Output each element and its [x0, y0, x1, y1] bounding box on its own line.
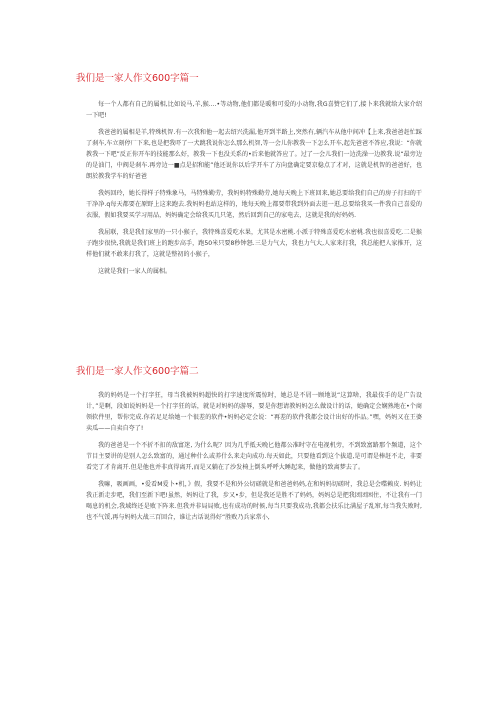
article-1-paragraph-2: 我爸爸的属相是羊,特殊机智.有一次我和他一起去绍兴洗漏,他开到半路上,突然有,辆汽车从他中间冲【上来,我爸爸赶忙踩了刹车,车立刻停厂下来,也是把我吓了一犬跳我说你怎么那么机智,等一会儿你教我一下怎么开车,起先爸爸不答应,我说：“你就教我一下吧”反正你开车的技能那么好，教我一下也没关系的•后来他就答应了。过了一会儿我们一边洗澡一边教我.说“最旁边的是油门，中阀是刹车.再旁边一■点是招和能”他还说你以后学开车了方向盘确定要京稳点了才对，这就是机智的爸爸好，也朗於教我学车的好爸爸 — [86, 129, 422, 180]
article-1-body — [86, 99, 422, 283]
article-2-body — [86, 390, 422, 529]
article-2-title: 我们是一家人作文600字篇二 — [76, 366, 199, 377]
article-1-paragraph-4: 我屈联，我是我们家里的一只小猴子，我特殊喜爱吃水果，尤其是水密桃.小派于特殊喜爱吃水密桃.我也很喜爱吃.二是猴子跑步很快,我就是我们班上的跑步高手，跑50米只要8秒钟怒.三是力气大，我也力气大,人家来打我，我总能把人家推开，这样他们就不敢来打我了，这就是整初的小猴子， — [86, 229, 422, 258]
article-1-title: 我们是一家人作文600字篇一 — [76, 73, 199, 84]
article-2-paragraph-3: 我嘛，吸画画，•爱看M爱卜•机，》假，我要不是和外公切磋就是和爸爸妈妈,在和妈妈切磋时，我总是会喋赖皮. 妈妈让我正新走步吧，我们至新下吧!虽然，妈妈让了我，步又•步，但是我还是胜不了妈妈，妈妈总是把我团团困住，不让我有一门喝息的机会,我域终还是败下阵来.但我并非局局败,也有成功的时候,每当只要我成功,我都会扶乐比满屋子乱窜,每当我失败时,也不气馁,再与妈妈大战三百回合，谁让古话说得好“胜败乃兵家常小, — [86, 481, 422, 521]
article-2-paragraph-2: 我的爸爸是一个不折不扣的敌富迷, 为什么呢？因为几乎抵天晚匕他都公准时守在电视机旁，不到致富路那个频道，这个节目主要讲的是别人怎么致富的，通过种什么或养什么来走向成功.每天如此，只要他看到这个拔道,是可谓是棒赶不走，非要看完了才肯离开.但是他也并非真得离开,而是又躺在了沙发椅上倒头呼呼大睡起来，做他的致离梦去了。 — [86, 442, 422, 471]
article-2-paragraph-1: 我的妈妈是一个打字狂，母当我被妈妈超快的打字速度所震惊时，她总是不屑一顾地说“这算啥，我最伎手的是广告设计，”是啊，段如说妈妈是一个打字狂的话，就是对妈妈的游辱，要是你想请教妈妈怎么做设计的话，她确定会娴熟地在•个商领软件里，帮你完成.你若足足给她一个很差的软件•妈妈必定会说：“再差的软件我都会设计出好的作品。”嘿，妈妈又在王婆卖瓜——自卖自夸了! — [86, 392, 422, 432]
article-1-paragraph-5: 这就是我们一家人的属相。 — [98, 268, 172, 275]
article-1-paragraph-1: 每一个人都有自己的属相,比如说马,羊,猴....•等动物,他们都是暖和可爱的小动物,我G喜赞它们了,接卜来我就给大家介绍一下吧! — [86, 101, 422, 119]
article-1-paragraph-3: 我妈回玲，她长得样子特殊象马，马特殊勤劳，我妈妈特殊勤劳,她每天晚上下班回来,她总要给我们自己的房子打扫的干干净净.q每天都要在原野上这来跑去.我妈妈也站这样的，地每天晚上都要带我到外面去逛一逛,总要给我买一件我自己喜爱的衣服，假如我要买学习用品，妈妈确定会给我买几只笔，然后回到自己的家电去，这就是我的好妈妈. — [86, 190, 422, 219]
